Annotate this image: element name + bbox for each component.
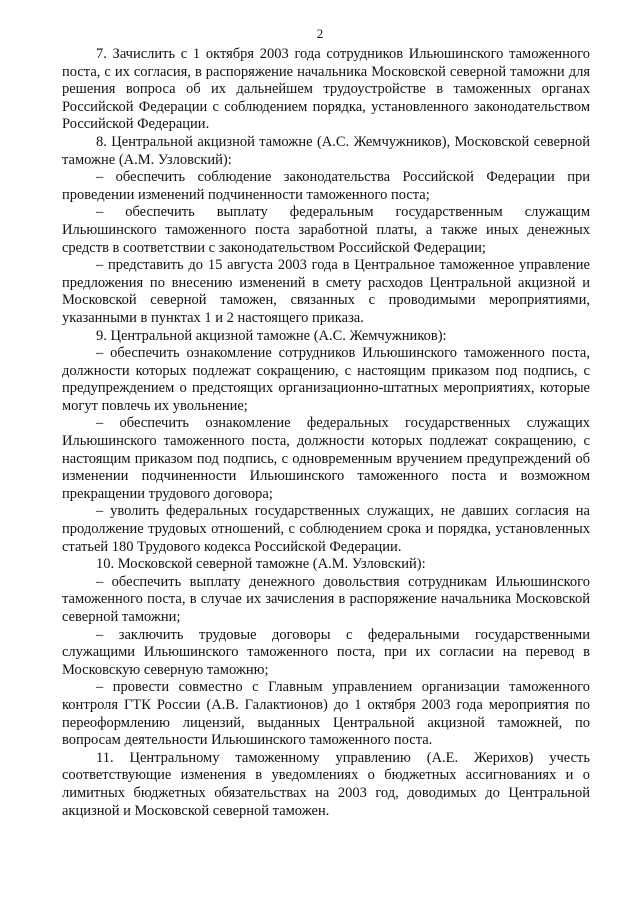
paragraph-item-10-bullet-2: – заключить трудовые договоры с федеральными государственными служащими Ильюшинского таможенного поста, при их согласии на перевод в Московскую северную таможню;	[62, 626, 590, 678]
paragraph-item-10-bullet-3: – провести совместно с Главным управлением организации таможенного контроля ГТК России (А.В. Галактионов) до 1 октября 2003 года мероприятия по переоформлению лицензий, выданных Центральной акцизной таможней, по вопросам деятельности Ильюшинского таможенного поста.	[62, 679, 590, 749]
paragraph-item-7: 7. Зачислить с 1 октября 2003 года сотрудников Ильюшинского таможенного поста, с их согласия, в распоряжение начальника Московской северной таможни для решения вопроса об их дальнейшем трудоустройстве в таможенных органах Российской Федерации с соблюдением порядка, установленного законодательством Российской Федерации.	[62, 46, 590, 133]
paragraph-item-9-bullet-1: – обеспечить ознакомление сотрудников Ильюшинского таможенного поста, должности которых подлежат сокращению, с настоящим приказом под подпись, с предупреждением о предстоящих организационно-штатных мероприятиях, которые могут повлечь их увольнение;	[62, 345, 590, 414]
paragraph-item-9: 9. Центральной акцизной таможне (А.С. Жемчужников):	[96, 327, 447, 344]
paragraph-item-9-bullet-3: – уволить федеральных государственных служащих, не давших согласия на продолжение трудовых отношений, с соблюдением срока и порядка, установленных статьей 180 Трудового кодекса Российской Федерации.	[62, 503, 590, 555]
paragraph-item-9-bullet-2: – обеспечить ознакомление федеральных государственных служащих Ильюшинского таможенного поста, должности которых подлежат сокращению, с настоящим приказом под подпись, с одновременным вручением предупреждений об изменении подчиненности Ильюшинского таможенного поста и возможном прекращении трудового договора;	[62, 415, 590, 502]
paragraph-item-10-bullet-1: – обеспечить выплату денежного довольствия сотрудникам Ильюшинского таможенного поста, в случае их зачисления в распоряжение начальника Московской северной таможни;	[62, 573, 590, 625]
paragraph-item-8-bullet-3: – представить до 15 августа 2003 года в Центральное таможенное управление предложения по внесению изменений в смету расходов Центральной акцизной и Московской северной таможен, связанных с проводимыми мероприятиями, указанными в пунктах 1 и 2 настоящего приказа.	[62, 257, 590, 326]
paragraph-item-8-bullet-1: – обеспечить соблюдение законодательства Российской Федерации при проведении изменений подчиненности таможенного поста;	[62, 169, 590, 203]
paragraph-item-10: 10. Московской северной таможне (А.М. Узловский):	[96, 556, 426, 573]
page-number: 2	[316, 26, 324, 41]
document-body	[62, 46, 590, 820]
paragraph-item-8: 8. Центральной акцизной таможне (А.С. Жемчужников), Московской северной таможне (А.М. Узловский):	[62, 133, 590, 168]
paragraph-item-8-bullet-2: – обеспечить выплату федеральным государственным служащим Ильюшинского таможенного поста заработной платы, а также иных денежных средств в соответствии с законодательством Российской Федерации;	[62, 204, 590, 256]
paragraph-item-11: 11. Центральному таможенному управлению (А.Е. Жерихов) учесть соответствующие изменения в уведомлениях о бюджетных ассигнованиях и о лимитных бюджетных обязательствах на 2003 год, доводимых до Центральной акцизной и Московской северной таможен.	[62, 749, 590, 819]
